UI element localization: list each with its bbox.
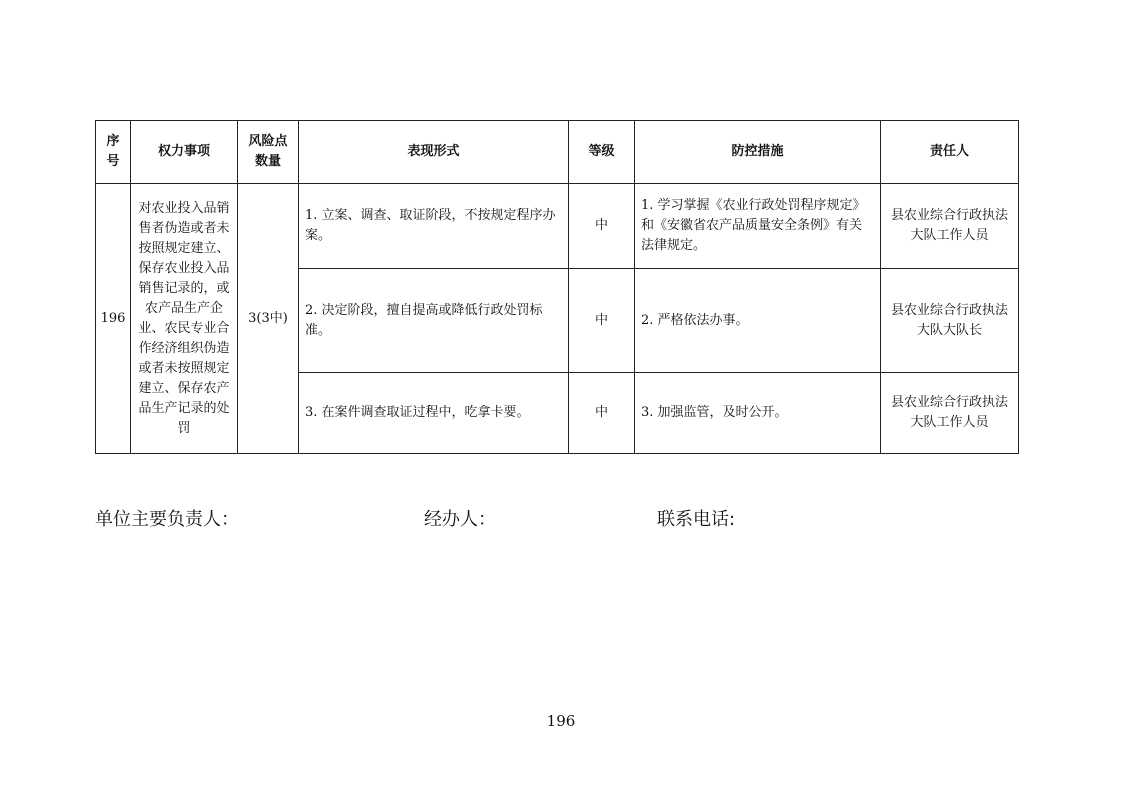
cell-risk-count: 3(3中): [238, 184, 299, 454]
cell-person: 县农业综合行政执法大队工作人员: [881, 373, 1019, 454]
cell-measures: 1. 学习掌握《农业行政处罚程序规定》和《安徽省农产品质量安全条例》有关法律规定。: [635, 184, 881, 269]
cell-form: 3. 在案件调查取证过程中，吃拿卡要。: [299, 373, 569, 454]
cell-form: 1. 立案、调查、取证阶段，不按规定程序办案。: [299, 184, 569, 269]
table-row: [96, 184, 1019, 269]
cell-person: 县农业综合行政执法大队大队长: [881, 269, 1019, 373]
cell-seq: 196: [96, 184, 131, 454]
table-header-row: [96, 121, 1019, 184]
page-number: 196: [546, 712, 576, 730]
cell-measures: 3. 加强监管，及时公开。: [635, 373, 881, 454]
header-measures: 防控措施: [635, 121, 881, 184]
cell-level: 中: [569, 373, 635, 454]
risk-control-table: [95, 120, 1019, 454]
cell-form: 2. 决定阶段，擅自提高或降低行政处罚标准。: [299, 269, 569, 373]
cell-item: 对农业投入品销售者伪造或者未按照规定建立、保存农业投入品销售记录的，或农产品生产企业、农民专业合作经济组织伪造或者未按照规定建立、保存农产品生产记录的处罚: [131, 184, 238, 454]
header-seq: 序号: [96, 121, 131, 184]
header-risk-count: 风险点数量: [238, 121, 299, 184]
footer-unit-head-label: 单位主要负责人：: [95, 509, 239, 530]
cell-measures: 2. 严格依法办事。: [635, 269, 881, 373]
cell-level: 中: [569, 269, 635, 373]
cell-level: 中: [569, 184, 635, 269]
footer-handler-label: 经办人：: [424, 509, 496, 530]
header-level: 等级: [569, 121, 635, 184]
cell-person: 县农业综合行政执法大队工作人员: [881, 184, 1019, 269]
header-person: 责任人: [881, 121, 1019, 184]
footer-phone-label: 联系电话:: [657, 509, 736, 530]
header-item: 权力事项: [131, 121, 238, 184]
header-form: 表现形式: [299, 121, 569, 184]
